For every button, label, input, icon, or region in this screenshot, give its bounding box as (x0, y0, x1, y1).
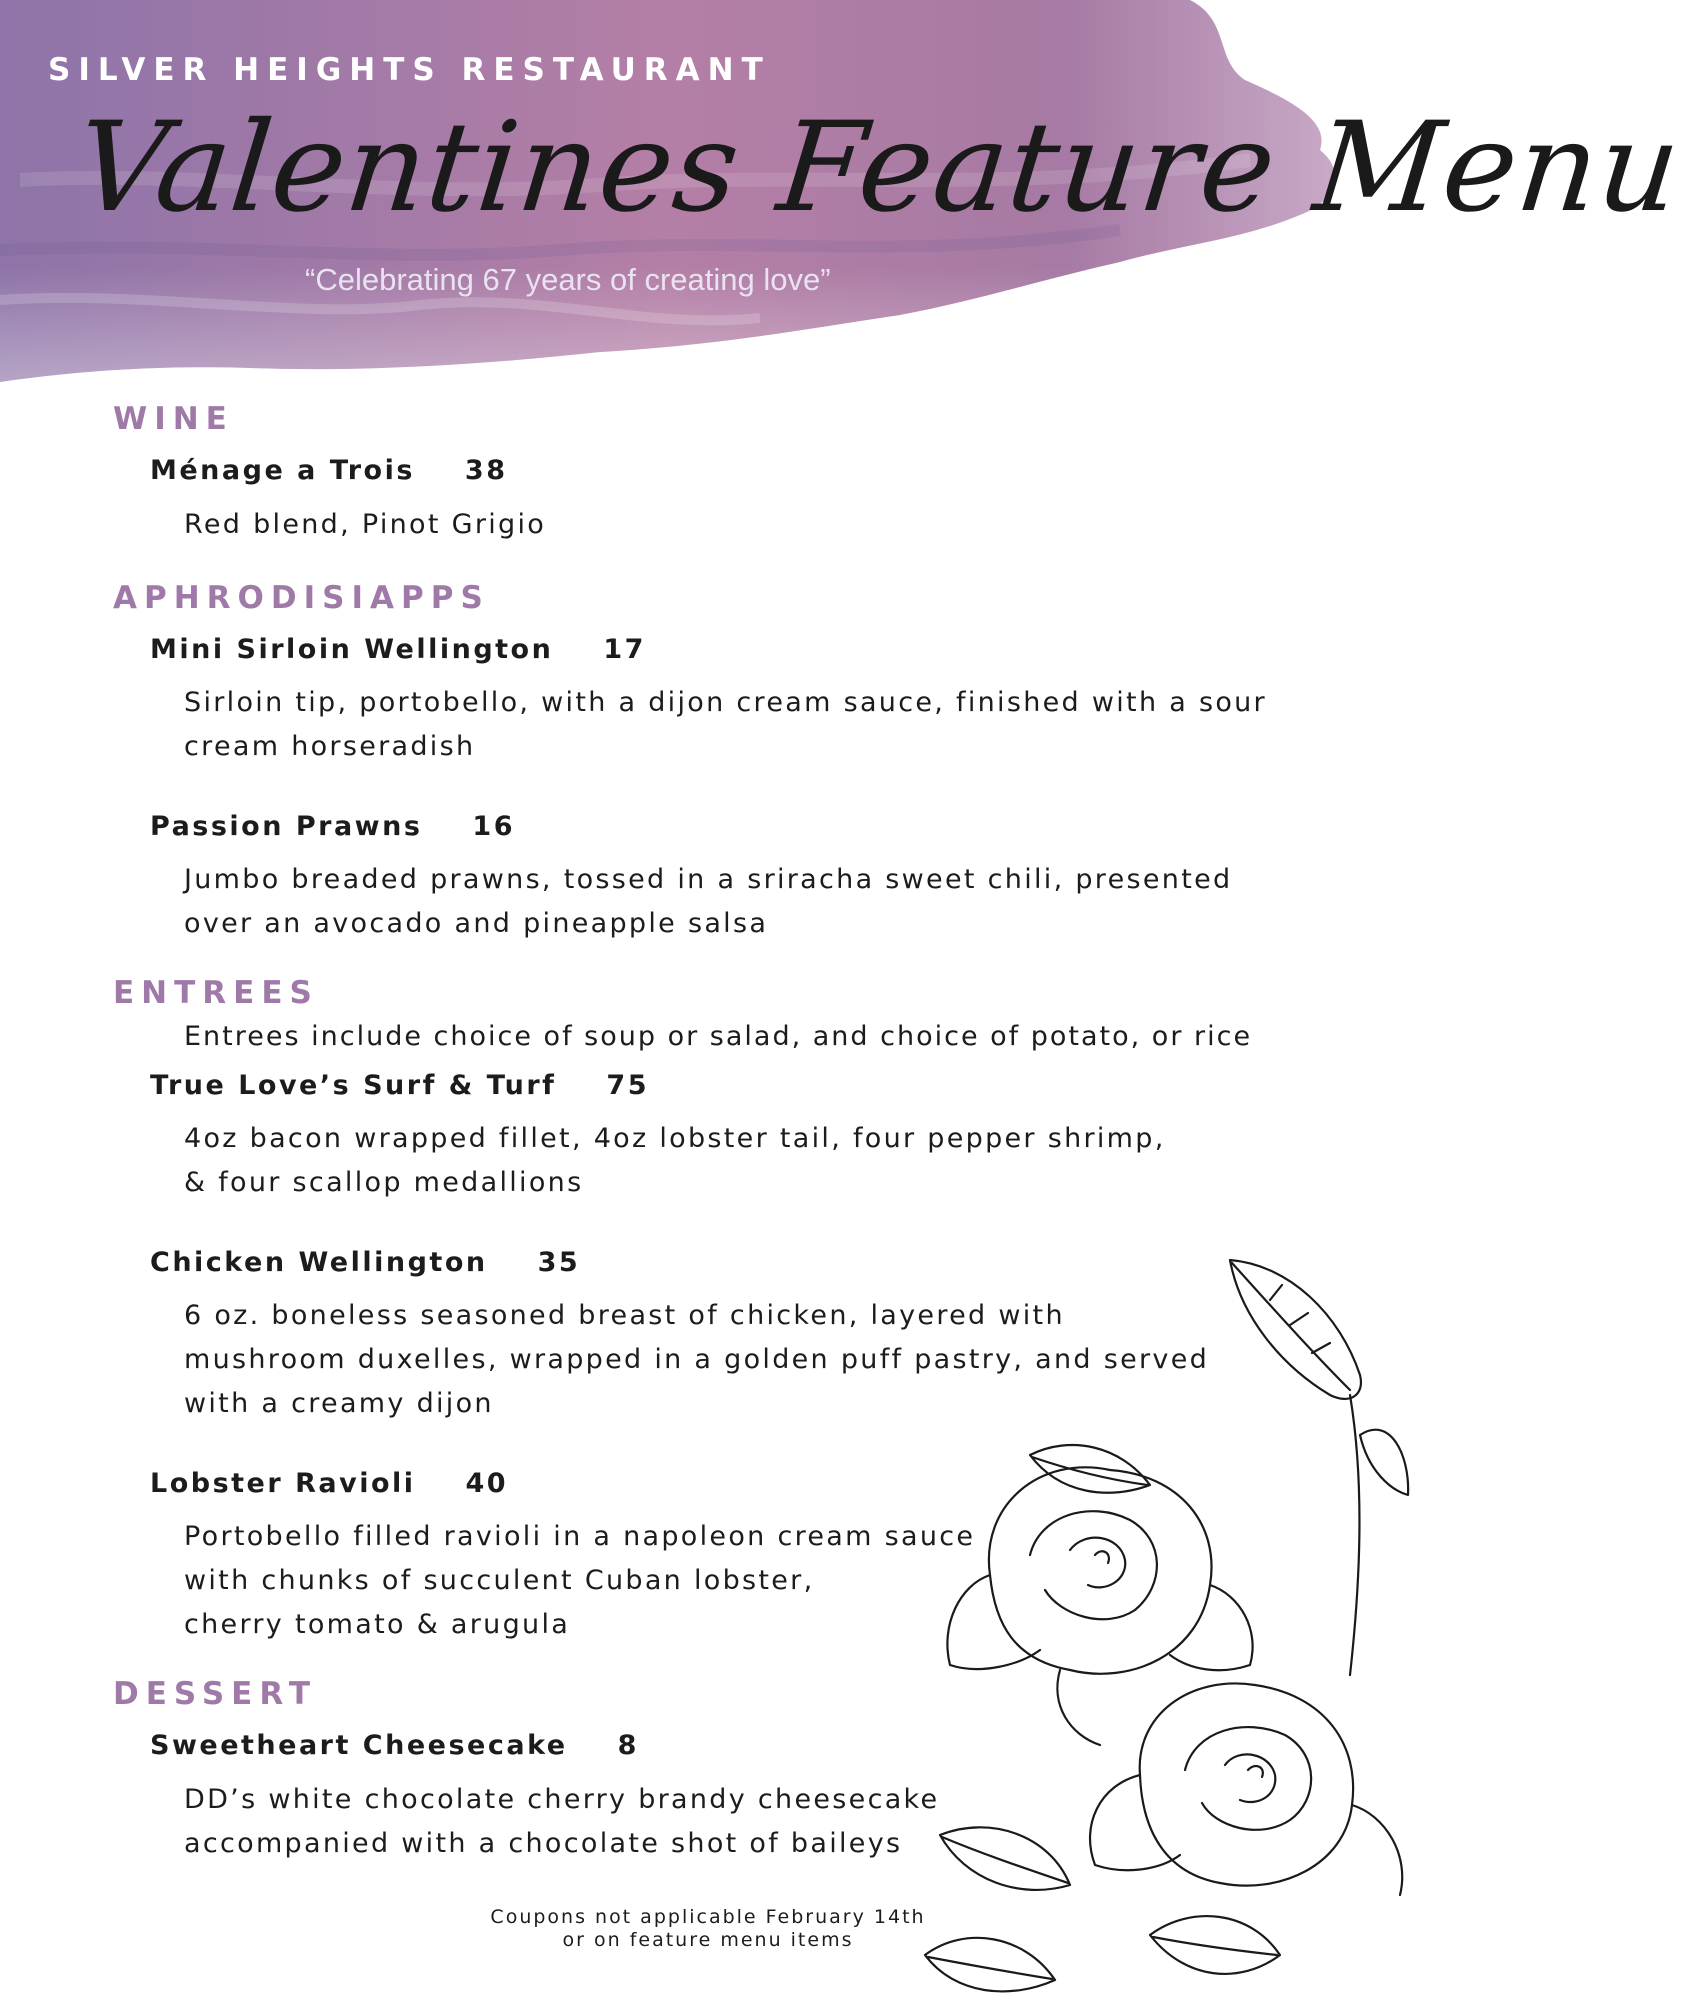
item-header (150, 805, 1300, 848)
footer-note-line: Coupons not applicable February 14th (490, 1906, 926, 1928)
entrees-note: Entrees include choice of soup or salad, and choice of potato, or rice (184, 1020, 1253, 1052)
item-header (150, 1241, 1300, 1284)
item-price: 16 (472, 811, 515, 843)
item-name: Sweetheart Cheesecake (150, 1730, 568, 1762)
item-description: Jumbo breaded prawns, tossed in a sriracha sweet chili, presented over an avocado and pineapple salsa (184, 864, 1233, 940)
item-description: 4oz bacon wrapped fillet, 4oz lobster tail, four pepper shrimp, & four scallop medallions (184, 1122, 1166, 1198)
menu-item (0, 1462, 1300, 1647)
menu-item (0, 805, 1300, 946)
section-heading-entrees: ENTREES (113, 975, 319, 1012)
menu-body (0, 398, 1300, 1866)
menu-item (0, 1241, 1300, 1426)
menu-item (0, 1724, 1300, 1865)
menu-item (0, 449, 1300, 546)
section-heading-dessert: DESSERT (113, 1676, 317, 1713)
footer-note-line: or on feature menu items (562, 1929, 854, 1951)
item-name: True Love’s Surf & Turf (150, 1069, 557, 1101)
item-name: Lobster Ravioli (150, 1467, 416, 1499)
restaurant-name: SILVER HEIGHTS RESTAURANT (48, 52, 771, 88)
section-heading-wine: WINE (113, 401, 234, 437)
item-header (150, 1724, 1300, 1767)
item-price: 75 (606, 1069, 649, 1101)
item-header (150, 449, 1300, 492)
menu-title: Valentines Feature Menu (70, 96, 1687, 240)
item-price: 17 (603, 633, 646, 665)
tagline: “Celebrating 67 years of creating love” (305, 262, 831, 297)
item-header (150, 1462, 1300, 1505)
item-name: Passion Prawns (150, 811, 423, 843)
item-description: Sirloin tip, portobello, with a dijon cream sauce, finished with a sour cream horseradish (184, 687, 1267, 763)
item-price: 35 (537, 1246, 581, 1278)
item-header (150, 628, 1300, 671)
item-name: Chicken Wellington (150, 1246, 488, 1278)
footer-note (468, 1906, 948, 1952)
section-heading-appetizers: APHRODISIAPPS (113, 579, 490, 616)
item-price: 40 (465, 1467, 509, 1499)
item-price: 8 (617, 1730, 639, 1762)
item-price: 38 (464, 455, 508, 487)
item-description: Red blend, Pinot Grigio (184, 508, 547, 540)
item-description: Portobello filled ravioli in a napoleon cream sauce with chunks of succulent Cuban lobster, cherry tomato & arugula (184, 1521, 976, 1641)
item-header (150, 1064, 1300, 1107)
item-name: Mini Sirloin Wellington (150, 633, 554, 665)
menu-item (0, 628, 1300, 769)
item-description: DD’s white chocolate cherry brandy cheesecake accompanied with a chocolate shot of baileys (184, 1783, 940, 1859)
item-description: 6 oz. boneless seasoned breast of chicken, layered with mushroom duxelles, wrapped in a golden puff pastry, and served with a creamy dijon (184, 1299, 1210, 1419)
menu-item (0, 1064, 1300, 1205)
item-name: Ménage a Trois (150, 455, 415, 487)
